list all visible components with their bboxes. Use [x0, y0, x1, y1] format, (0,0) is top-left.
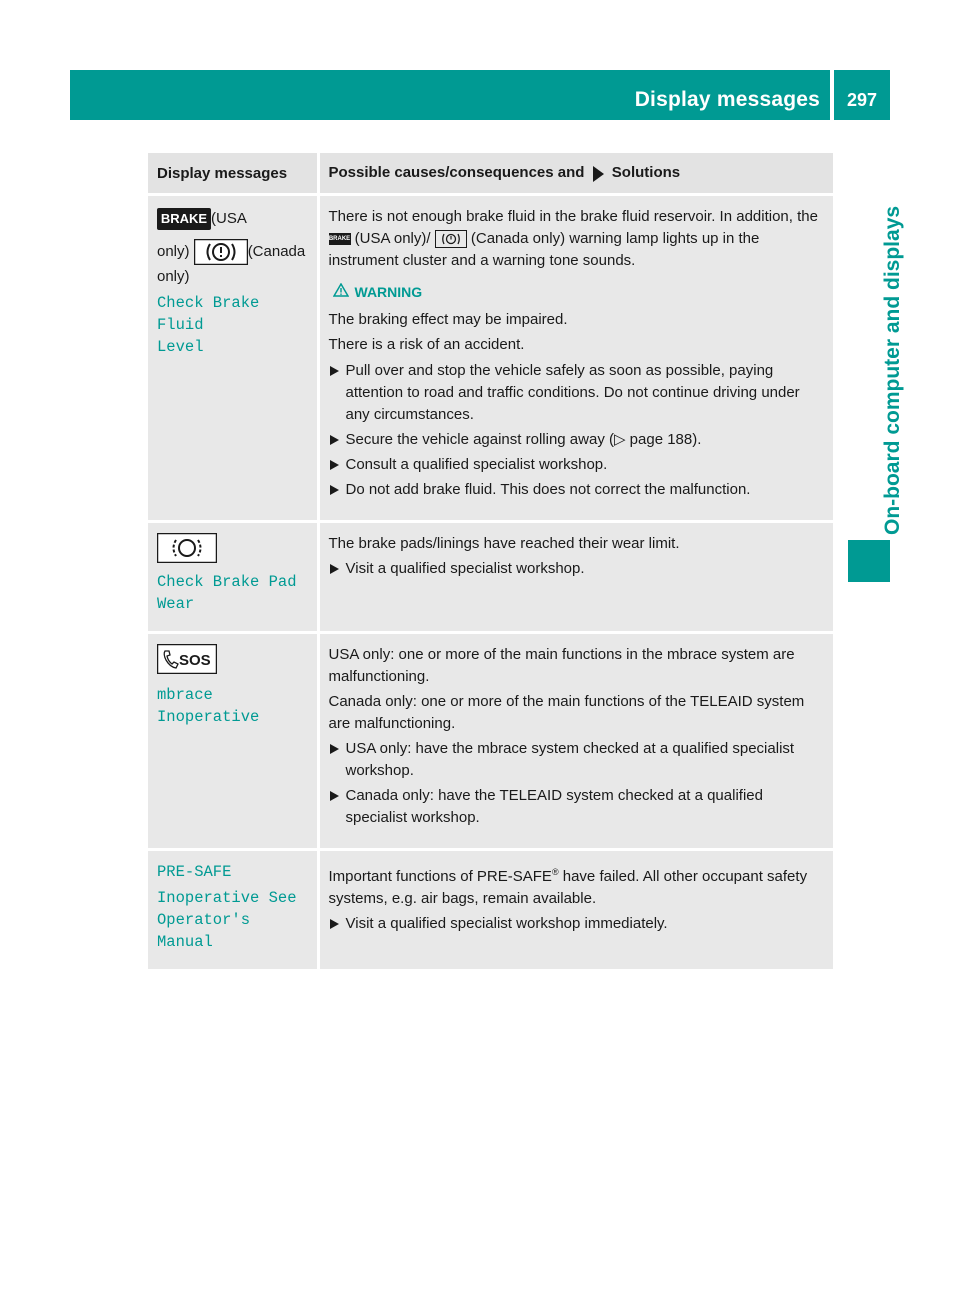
message-pre-safe-inoperative: [157, 861, 309, 953]
brake-circle-icon: [194, 239, 248, 265]
side-tab: [848, 125, 904, 540]
message-check-brake-pad: [157, 571, 309, 615]
description: Canada only: one or more of the main functions of the TELEAID system are malfunctioning.: [328, 693, 805, 732]
table-row: [148, 850, 833, 970]
solution-cell: [318, 522, 833, 633]
brake-warning-icon: BRAKE: [157, 208, 211, 230]
message-line: Check Brake Pad: [157, 573, 297, 591]
table-row: [148, 522, 833, 633]
solution-cell: [318, 633, 833, 850]
step-item: Canada only: have the TELEAID system checked at a qualified specialist workshop.: [329, 785, 826, 829]
page-title: Display messages: [634, 88, 820, 111]
solution-cell: [318, 195, 833, 522]
display-messages-table: [148, 153, 833, 969]
message-cell: [148, 195, 318, 522]
table-header-row: [148, 153, 833, 195]
message-line: Wear: [157, 595, 195, 613]
brake-circle-icon: [435, 230, 467, 248]
description-text: Important functions of PRE-SAFE: [328, 868, 552, 885]
side-tab-label: On-board computer and displays: [881, 205, 904, 535]
side-tab-block: [848, 540, 890, 582]
page-number: 297: [846, 90, 878, 110]
step-item: Do not add brake fluid. This does not correct the malfunction.: [329, 479, 826, 501]
brake-pad-wear-icon: [157, 533, 217, 563]
step-item: Secure the vehicle against rolling away (▷ page 188).: [329, 429, 826, 451]
step-item: Visit a qualified specialist workshop immediately.: [329, 913, 826, 935]
description: USA only: one or more of the main functions in the mbrace system are malfunctioning.: [328, 646, 795, 685]
steps-list: [329, 738, 826, 829]
arrow-icon: [593, 166, 604, 182]
registered-mark: ®: [551, 867, 559, 877]
table-row: [148, 195, 833, 522]
sos-icon: [157, 644, 217, 674]
steps-list: [329, 913, 826, 935]
warning-text: There is a risk of an accident.: [328, 336, 525, 353]
warning-triangle-icon: [333, 281, 349, 303]
message-check-brake-fluid: [157, 292, 309, 358]
description-text: There is not enough brake fluid in the brake fluid reservoir. In addition, the: [328, 208, 818, 225]
message-line: Operator's Manual: [157, 911, 251, 951]
message-line: Level: [157, 338, 204, 356]
step-item: Consult a qualified specialist workshop.: [329, 454, 826, 476]
message-cell: [148, 633, 318, 850]
col-header-solutions: [318, 153, 833, 195]
col-header-solutions-text: Solutions: [611, 164, 681, 182]
description: The brake pads/linings have reached their wear limit.: [328, 535, 680, 552]
table-row: [148, 633, 833, 850]
steps-list: [329, 558, 826, 580]
col-header-display-messages: Display messages: [148, 153, 318, 195]
message-line: Inoperative See: [157, 889, 297, 907]
col-header-causes-text: Possible causes/consequences and: [328, 164, 585, 182]
step-item: Pull over and stop the vehicle safely as soon as possible, paying attention to road and traffic conditions. Do not continue driving under any circumstances.: [329, 360, 826, 426]
canada-label: (Canada: [247, 243, 306, 260]
usa-label: (USA: [211, 210, 247, 227]
steps-list: [329, 360, 826, 501]
only-label: only): [157, 268, 190, 285]
description-text: have failed. All other occupant safety systems, e.g. air bags, remain available.: [328, 868, 808, 907]
message-mbrace-inoperative: [157, 684, 309, 728]
message-line: mbrace Inoperative: [157, 686, 260, 726]
warning-label: WARNING: [354, 284, 423, 300]
message-cell: [148, 850, 318, 970]
brake-warning-icon: BRAKE: [329, 233, 351, 245]
step-item: Visit a qualified specialist workshop.: [329, 558, 826, 580]
message-cell: [148, 522, 318, 633]
sos-label: SOS: [179, 652, 211, 669]
description: [329, 861, 826, 910]
step-item: USA only: have the mbrace system checked at a qualified specialist workshop.: [329, 738, 826, 782]
description-text: (USA only)/: [354, 230, 431, 247]
only-label: only): [157, 243, 190, 260]
message-line: Check Brake Fluid: [157, 294, 260, 334]
description: [329, 206, 826, 272]
description-text: (Canada only) warning lamp lights up in the instrument cluster and a warning tone sounds.: [328, 230, 760, 269]
solution-cell: [318, 850, 833, 970]
message-line: PRE-SAFE: [157, 863, 232, 881]
warning-heading: [329, 281, 826, 303]
warning-text: The braking effect may be impaired.: [328, 311, 568, 328]
